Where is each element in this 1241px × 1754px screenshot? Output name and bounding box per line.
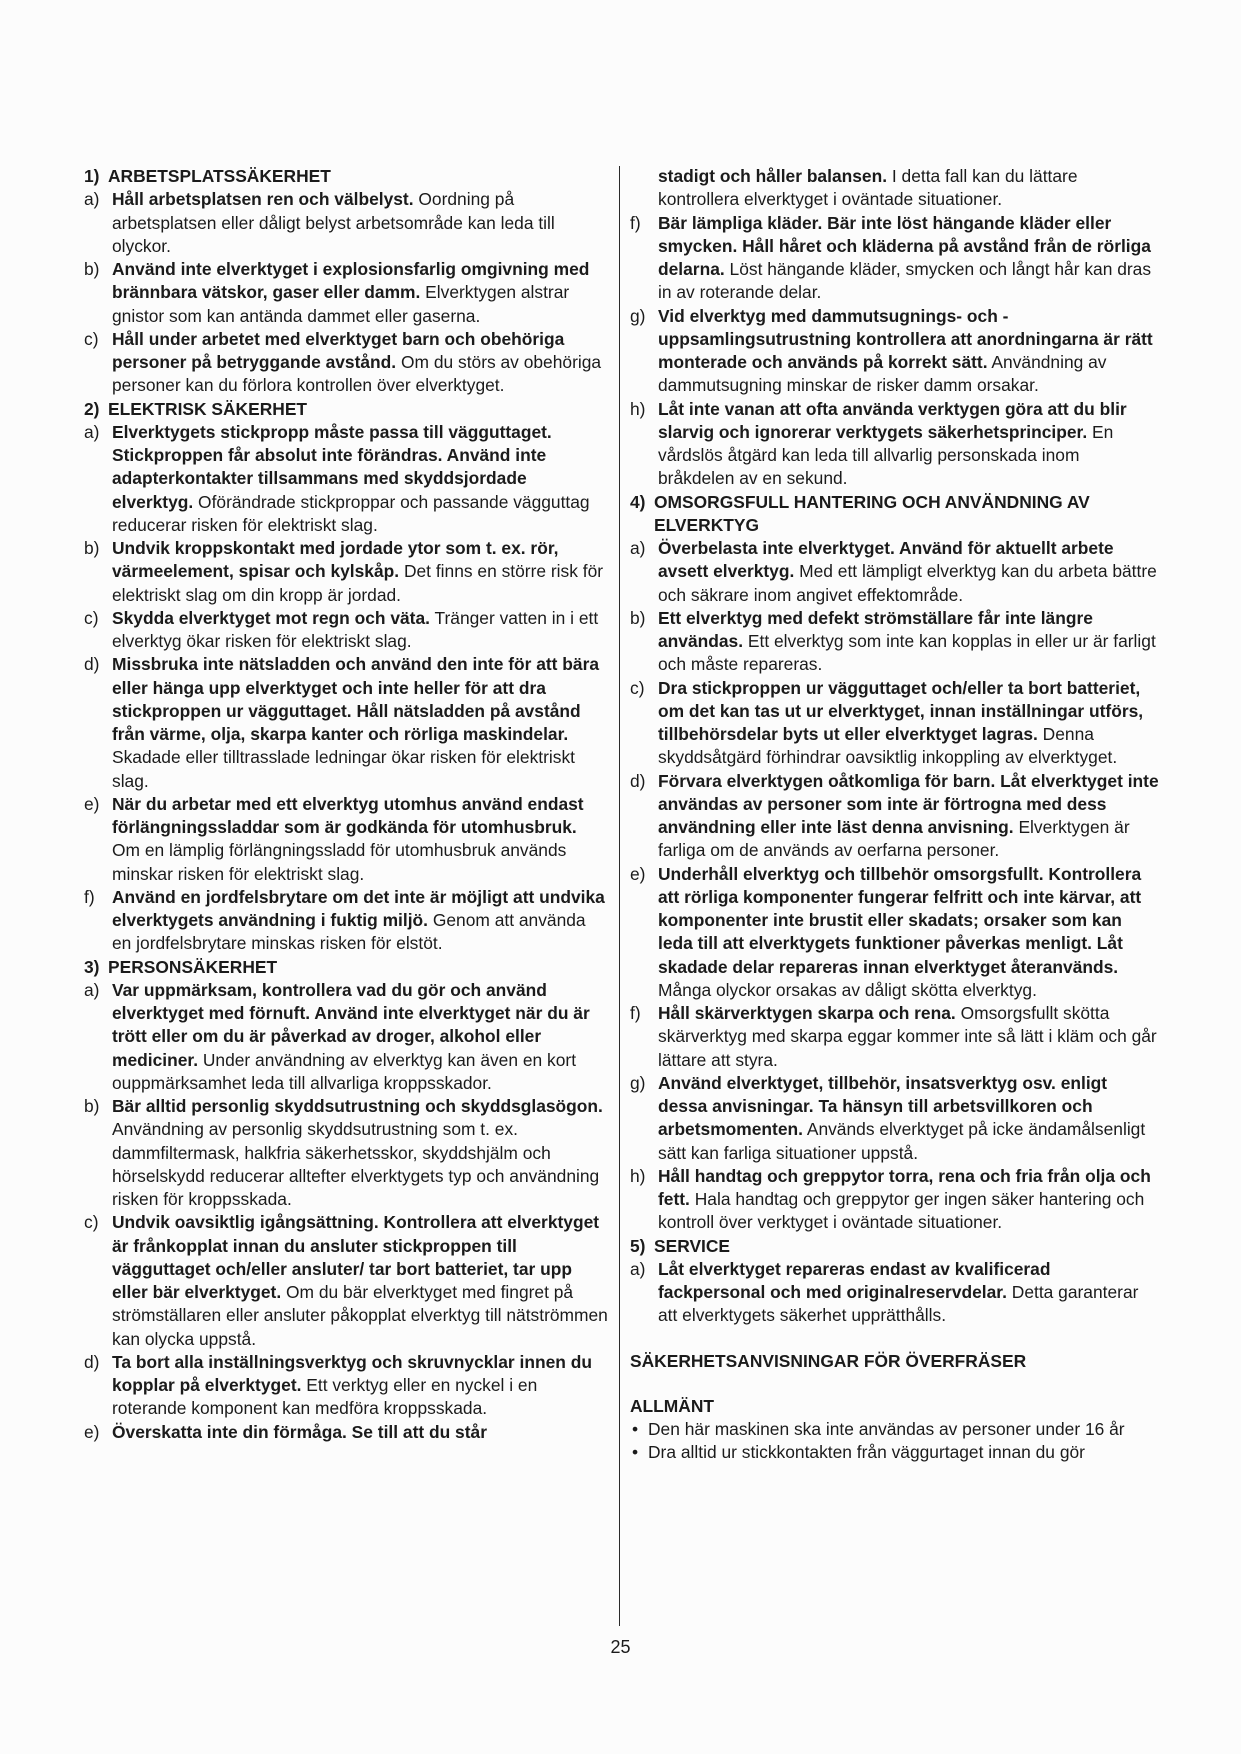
item-marker: h) [630, 1165, 646, 1186]
item-bold-text: Låt inte vanan att ofta använda verktygen göra att du blir slarvig och ignorerar verktygets säkerhetsprinciper. [658, 398, 1127, 442]
item-bold-text: Ta bort alla inställningsverktyg och skruvnycklar innen du kopplar på elverktyget. [112, 1351, 592, 1395]
section-number: 4) [630, 491, 646, 512]
section-heading [84, 165, 609, 188]
item-marker: c) [84, 328, 99, 349]
section-heading [84, 956, 609, 979]
item-bold-text: Underhåll elverktyg och tillbehör omsorgsfullt. Kontrollera att rörliga komponenter fungerar felfritt och inte kärvar, att komponenter inte brustit eller skadats; orsaker som kan leda till att elverktygets funktioner påverkas menligt. Låt skadade delar repareras innan elverktyget återanvänds. [658, 863, 1142, 977]
item-bold-text: Håll under arbetet med elverktyget barn och obehöriga personer på betryggande avstånd. [112, 328, 565, 372]
list-item [84, 886, 609, 956]
section-heading [630, 491, 1160, 538]
item-bold-text: Undvik kroppskontakt med jordade ytor som t. ex. rör, värmeelement, spisar och kylskåp. [112, 538, 559, 582]
item-text: Oförändrade stickproppar och passande vägguttag reducerar risken för elektriskt slag. [112, 491, 590, 535]
item-bold-text: Håll arbetsplatsen ren och välbelyst. [112, 189, 414, 210]
item-bold-text: Skydda elverktyget mot regn och väta. [112, 607, 430, 628]
item-marker: e) [84, 793, 100, 814]
bullet-text: Den här maskinen ska inte användas av personer under 16 år [648, 1419, 1125, 1439]
bullet-marker: • [632, 1442, 639, 1463]
item-bold-text: Bär lämpliga kläder. Bär inte löst hängande kläder eller smycken. Håll håret och kläderna på avstånd från de rörliga delarna. [658, 212, 1151, 279]
item-text: Detta garanterar att elverktygets säkerhet upprätthålls. [658, 1282, 1139, 1326]
list-item [84, 793, 609, 886]
item-bold-text: Överskatta inte din förmåga. Se till att du står [112, 1421, 487, 1442]
item-marker: e) [84, 1421, 100, 1442]
item-text: Ett verktyg eller en nyckel i en roterande komponent kan medföra kroppsskada. [112, 1375, 538, 1419]
item-text: Användning av personlig skyddsutrustning som t. ex. dammfiltermask, halkfria säkerhetsskor, skyddshjälm och hörselskydd reducerar alltefter elverktygets typ och användning risken för kroppsskada. [112, 1119, 600, 1209]
item-bold-text: Förvara elverktygen oåtkomliga för barn. Låt elverktyget inte användas av personer som inte är förtrogna med dess användning eller inte läst denna anvisning. [658, 770, 1159, 837]
item-bold-text: Var uppmärksam, kontrollera vad du gör och använd elverktyget med förnuft. Använd inte elverktyget när du är trött eller om du är påverkad av droger, alkohol eller mediciner. [112, 979, 590, 1070]
item-marker: c) [630, 677, 645, 698]
item-marker: h) [630, 398, 646, 419]
list-item-continuation [630, 165, 1160, 212]
item-bold-text: Ett elverktyg med defekt strömställare får inte längre användas. [658, 607, 1093, 651]
item-text: En vårdslös åtgärd kan leda till allvarlig personskada inom bråkdelen av en sekund. [658, 421, 1114, 489]
item-text: Hala handtag och greppytor ger ingen säker hantering och kontroll över verktyget i oväntade situationer. [658, 1189, 1145, 1233]
left-column [84, 165, 609, 1444]
item-bold-text: Håll handtag och greppytor torra, rena och fria från olja och fett. [658, 1165, 1151, 1209]
item-marker: b) [84, 538, 100, 558]
item-bold-text: Använd elverktyget, tillbehör, insatsverktyg osv. enligt dessa anvisningar. Ta hänsyn till arbetsvillkoren och arbetsmomenten. [658, 1072, 1108, 1140]
item-text: Det finns en större risk för elektriskt slag om din kropp är jordad. [112, 561, 604, 605]
list-item [630, 863, 1160, 1003]
list-item [84, 328, 609, 398]
section-title: PERSONSÄKERHET [108, 956, 278, 977]
item-bold-text: Håll skärverktygen skarpa och rena. [658, 1003, 956, 1023]
column-divider [619, 166, 620, 1626]
item-text: Ett elverktyg som inte kan kopplas in eller ur är farligt och måste repareras. [658, 631, 1156, 675]
item-bold-text: Använd en jordfelsbrytare om det inte är möjligt att undvika elverktygets användning i fuktig miljö. [112, 886, 605, 930]
item-text: Användning av dammutsugning minskar de risker damm orsakar. [658, 352, 1107, 396]
item-text: Elverktygen är farliga om de används av oerfarna personer. [658, 817, 1130, 861]
item-marker: e) [630, 863, 646, 884]
item-marker: b) [84, 259, 100, 279]
item-marker: a) [84, 979, 100, 1000]
item-text: Denna skyddsåtgärd förhindrar oavsiktlig inkoppling av elverktyget. [658, 724, 1118, 768]
item-marker: d) [84, 654, 100, 675]
item-marker: a) [84, 421, 100, 442]
list-item [630, 537, 1160, 607]
item-marker: b) [84, 1096, 100, 1116]
item-marker: d) [84, 1351, 100, 1372]
item-marker: f) [630, 212, 641, 233]
page-number: 25 [610, 1637, 631, 1657]
section-number: 3) [84, 956, 100, 977]
list-item [84, 258, 609, 328]
list-item [630, 607, 1160, 677]
section-title: SERVICE [654, 1235, 731, 1256]
item-marker: a) [630, 538, 646, 558]
list-item [84, 188, 609, 258]
item-text: Om en lämplig förlängningssladd för utomhusbruk används minskar risken för elektriskt slag. [112, 840, 567, 884]
list-item [630, 1258, 1160, 1328]
list-item [630, 1002, 1160, 1072]
item-marker: a) [630, 1258, 646, 1279]
item-bold-text: När du arbetar med ett elverktyg utomhus använd endast förlängningssladdar som är godkända för utomhusbruk. [112, 793, 584, 837]
section-heading [630, 1235, 1160, 1258]
bullet-marker: • [632, 1419, 639, 1439]
right-column [630, 165, 1160, 1465]
section-heading [84, 398, 609, 421]
list-item [630, 212, 1160, 305]
item-bold-text: Överbelasta inte elverktyget. Använd för aktuellt arbete avsett elverktyg. [658, 538, 1114, 582]
bullet-item [630, 1441, 1160, 1464]
item-text: Om du störs av obehöriga personer kan du förlora kontrollen över elverktyget. [112, 352, 602, 396]
section-number: 2) [84, 398, 100, 419]
item-text: Tränger vatten in i ett elverktyg ökar risken för elektriskt slag. [112, 607, 599, 651]
list-item [84, 979, 609, 1095]
item-text: Många olyckor orsakas av dåligt skötta elverktyg. [658, 979, 1037, 1000]
section-title: OMSORGSFULL HANTERING OCH ANVÄNDNING AV ELVERKTYG [654, 491, 1090, 535]
item-bold-text: Använd inte elverktyget i explosionsfarlig omgivning med brännbara vätskor, gaser eller damm. [112, 259, 590, 303]
item-text: Med ett lämpligt elverktyg kan du arbeta bättre och säkrare inom angivet effektområde. [658, 561, 1157, 605]
item-text: Oordning på arbetsplatsen eller dåligt belyst arbetsområde kan leda till olyckor. [112, 189, 555, 256]
section-title: ARBETSPLATSSÄKERHET [108, 166, 331, 186]
item-bold-text: Vid elverktyg med dammutsugnings- och -uppsamlingsutrustning kontrollera att anordningarna är rätt monterade och används på korrekt sätt. [658, 305, 1153, 372]
item-marker: b) [630, 607, 646, 628]
item-marker: c) [84, 607, 99, 628]
item-bold-text: stadigt och håller balansen. [658, 166, 888, 186]
item-text: Skadade eller tilltrasslade ledningar ökar risken för elektriskt slag. [112, 747, 576, 791]
list-item [630, 305, 1160, 398]
list-item [84, 1095, 609, 1211]
document-subheading: ALLMÄNT [630, 1395, 715, 1416]
item-marker: f) [84, 886, 95, 907]
item-bold-text: Elverktygets stickpropp måste passa till vägguttaget. Stickproppen får absolut inte förändras. Använd inte adapterkontakter tillsammans med skyddsjordade elverktyg. [112, 421, 552, 512]
section-number: 1) [84, 166, 100, 186]
list-item [630, 677, 1160, 770]
item-bold-text: Missbruka inte nätsladden och använd den inte för att bära eller hänga upp elverktyget och inte heller för att dra stickproppen ur vägguttaget. Håll nätsladden på avstånd från värme, olja, skarpa kanter och rörliga maskindelar. [112, 654, 600, 744]
item-text: Om du bär elverktyget med fingret på strömställaren eller ansluter påkopplat elverktyg till nätströmmen kan olycka uppstå. [112, 1282, 608, 1349]
section-title: ELEKTRISK SÄKERHET [108, 398, 308, 419]
item-marker: d) [630, 770, 646, 791]
list-item [630, 770, 1160, 863]
list-item [84, 1351, 609, 1421]
list-item [630, 398, 1160, 491]
item-bold-text: Dra stickproppen ur vägguttaget och/eller ta bort batteriet, om det kan tas ut ur elverktyget, innan inställningar utförs, tillbehörsdelar byts ut eller elverktyget lagras. [658, 677, 1144, 744]
list-item [630, 1072, 1160, 1165]
section-number: 5) [630, 1235, 646, 1256]
item-marker: c) [84, 1212, 99, 1233]
bullet-item [630, 1418, 1160, 1441]
bullet-text: Dra alltid ur stickkontakten från väggurtaget innan du gör [648, 1442, 1085, 1463]
item-text: Under användning av elverktyg kan även en kort ouppmärksamhet leda till allvarliga kroppsskador. [112, 1049, 577, 1093]
list-item [84, 421, 609, 537]
item-marker: g) [630, 305, 646, 326]
list-item [84, 653, 609, 793]
list-item [84, 607, 609, 654]
item-marker: a) [84, 189, 100, 210]
item-marker: g) [630, 1072, 646, 1093]
list-item [84, 537, 609, 607]
item-text: Genom att använda en jordfelsbrytare minskas risken för elstöt. [112, 910, 586, 954]
item-bold-text: Låt elverktyget repareras endast av kvalificerad fackpersonal och med originalreservdelar. [658, 1258, 1051, 1302]
item-text: Elverktygen alstrar gnistor som kan antända dammet eller gaserna. [112, 282, 570, 326]
item-text: I detta fall kan du lättare kontrollera elverktyget i oväntade situationer. [658, 166, 1078, 210]
item-marker: f) [630, 1003, 641, 1023]
list-item [84, 1421, 609, 1444]
document-heading: SÄKERHETSANVISNINGAR FÖR ÖVERFRÄSER [630, 1350, 1027, 1371]
item-text: Omsorgsfullt skötta skärverktyg med skarpa eggar kommer inte så lätt i kläm och går lättare att styra. [658, 1003, 1157, 1070]
item-bold-text: Bär alltid personlig skyddsutrustning och skyddsglasögon. [112, 1096, 603, 1116]
item-text: Används elverktyget på icke ändamålsenligt sätt kan farliga situationer uppstå. [658, 1119, 1146, 1163]
item-text: Löst hängande kläder, smycken och långt hår kan dras in av roterande delar. [658, 259, 1152, 303]
list-item [630, 1165, 1160, 1235]
list-item [84, 1211, 609, 1351]
item-bold-text: Undvik oavsiktlig igångsättning. Kontrollera att elverktyget är frånkopplat innan du ansluter stickproppen till vägguttaget och/eller ansluter/ tar bort batteriet, tar upp eller bär elverktyget. [112, 1212, 600, 1302]
